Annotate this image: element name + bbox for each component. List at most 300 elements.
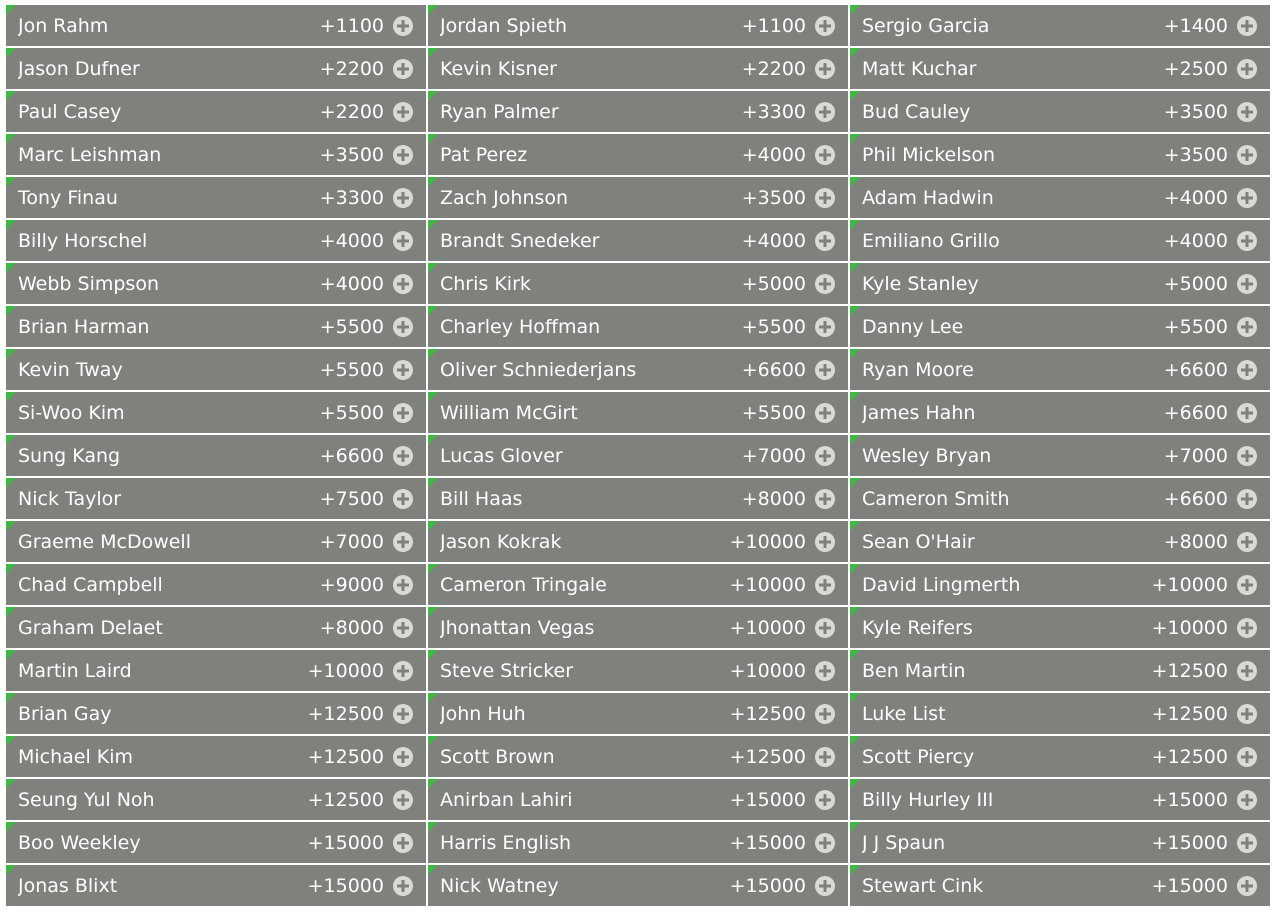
green-corner-marker xyxy=(6,306,16,316)
green-corner-marker xyxy=(428,650,438,660)
plus-circle-icon[interactable] xyxy=(392,230,414,252)
player-name: Kevin Kisner xyxy=(440,57,557,80)
player-name: Ben Martin xyxy=(862,659,966,682)
player-name: Seung Yul Noh xyxy=(18,788,155,811)
player-name: Oliver Schniederjans xyxy=(440,358,637,381)
green-corner-marker xyxy=(6,435,16,445)
plus-circle-icon[interactable] xyxy=(392,144,414,166)
player-name: Chris Kirk xyxy=(440,272,531,295)
player-name: Cameron Tringale xyxy=(440,573,607,596)
green-corner-marker xyxy=(850,865,860,875)
selection-button[interactable] xyxy=(6,91,426,132)
player-name: Kevin Tway xyxy=(18,358,123,381)
selection-button[interactable] xyxy=(428,134,848,175)
selection-button[interactable] xyxy=(850,779,1270,820)
player-name: Lucas Glover xyxy=(440,444,563,467)
selection-button[interactable] xyxy=(428,435,848,476)
player-name: Wesley Bryan xyxy=(862,444,992,467)
odds-value: +15000 xyxy=(1151,831,1228,854)
plus-circle-icon[interactable] xyxy=(1236,703,1258,725)
selection-button[interactable] xyxy=(428,521,848,562)
player-name: Jon Rahm xyxy=(18,14,109,37)
player-name: Pat Perez xyxy=(440,143,528,166)
odds-value: +15000 xyxy=(307,831,384,854)
selection-button[interactable] xyxy=(428,220,848,261)
player-name: John Huh xyxy=(440,702,526,725)
plus-circle-icon[interactable] xyxy=(1236,402,1258,424)
player-name: Charley Hoffman xyxy=(440,315,601,338)
odds-value: +15000 xyxy=(729,831,806,854)
plus-circle-icon[interactable] xyxy=(1236,789,1258,811)
green-corner-marker xyxy=(428,478,438,488)
odds-value: +1100 xyxy=(319,14,384,37)
plus-circle-icon[interactable] xyxy=(392,187,414,209)
green-corner-marker xyxy=(428,736,438,746)
plus-circle-icon[interactable] xyxy=(814,230,836,252)
selection-button[interactable] xyxy=(6,478,426,519)
green-corner-marker xyxy=(850,5,860,15)
odds-value: +8000 xyxy=(741,487,806,510)
selection-button[interactable] xyxy=(6,435,426,476)
plus-circle-icon[interactable] xyxy=(814,316,836,338)
player-name: Billy Horschel xyxy=(18,229,148,252)
plus-circle-icon[interactable] xyxy=(1236,230,1258,252)
plus-circle-icon[interactable] xyxy=(1236,445,1258,467)
plus-circle-icon[interactable] xyxy=(814,144,836,166)
green-corner-marker xyxy=(6,220,16,230)
player-name: J J Spaun xyxy=(862,831,946,854)
odds-value: +8000 xyxy=(319,616,384,639)
green-corner-marker xyxy=(428,263,438,273)
plus-circle-icon[interactable] xyxy=(1236,273,1258,295)
player-name: Phil Mickelson xyxy=(862,143,996,166)
odds-value: +7000 xyxy=(741,444,806,467)
green-corner-marker xyxy=(850,650,860,660)
selection-button[interactable] xyxy=(850,220,1270,261)
odds-value: +15000 xyxy=(1151,874,1228,897)
selection-button[interactable] xyxy=(6,779,426,820)
plus-circle-icon[interactable] xyxy=(1236,359,1258,381)
player-name: Michael Kim xyxy=(18,745,134,768)
odds-value: +5500 xyxy=(319,401,384,424)
green-corner-marker xyxy=(850,349,860,359)
odds-value: +12500 xyxy=(729,702,806,725)
selection-button[interactable] xyxy=(428,263,848,304)
odds-value: +2200 xyxy=(741,57,806,80)
selection-button[interactable] xyxy=(428,650,848,691)
selection-button[interactable] xyxy=(850,349,1270,390)
odds-value: +15000 xyxy=(1151,788,1228,811)
selection-button[interactable] xyxy=(6,564,426,605)
plus-circle-icon[interactable] xyxy=(1236,875,1258,897)
plus-circle-icon[interactable] xyxy=(814,402,836,424)
green-corner-marker xyxy=(6,564,16,574)
green-corner-marker xyxy=(428,865,438,875)
green-corner-marker xyxy=(6,177,16,187)
green-corner-marker xyxy=(428,779,438,789)
plus-circle-icon[interactable] xyxy=(392,617,414,639)
odds-value: +3300 xyxy=(319,186,384,209)
selection-button[interactable] xyxy=(6,865,426,906)
player-name: Sean O'Hair xyxy=(862,530,975,553)
selection-button[interactable] xyxy=(428,91,848,132)
green-corner-marker xyxy=(850,177,860,187)
odds-value: +10000 xyxy=(1151,616,1228,639)
odds-value: +12500 xyxy=(307,702,384,725)
plus-circle-icon[interactable] xyxy=(1236,531,1258,553)
green-corner-marker xyxy=(6,263,16,273)
plus-circle-icon[interactable] xyxy=(392,359,414,381)
selection-button[interactable] xyxy=(850,478,1270,519)
selection-button[interactable] xyxy=(428,306,848,347)
player-name: Steve Stricker xyxy=(440,659,574,682)
selection-button[interactable] xyxy=(6,134,426,175)
green-corner-marker xyxy=(850,48,860,58)
odds-value: +5500 xyxy=(741,401,806,424)
selection-button[interactable] xyxy=(850,435,1270,476)
plus-circle-icon[interactable] xyxy=(1236,574,1258,596)
odds-value: +10000 xyxy=(729,573,806,596)
selection-button[interactable] xyxy=(428,564,848,605)
selection-button[interactable] xyxy=(850,564,1270,605)
player-name: Nick Taylor xyxy=(18,487,122,510)
selection-button[interactable] xyxy=(6,521,426,562)
player-name: Martin Laird xyxy=(18,659,132,682)
selection-button[interactable] xyxy=(428,349,848,390)
selection-button[interactable] xyxy=(6,650,426,691)
player-name: Scott Brown xyxy=(440,745,555,768)
odds-value: +5500 xyxy=(1163,315,1228,338)
selection-button[interactable] xyxy=(6,607,426,648)
plus-circle-icon[interactable] xyxy=(392,574,414,596)
selection-button[interactable] xyxy=(850,91,1270,132)
plus-circle-icon[interactable] xyxy=(1236,15,1258,37)
player-name: Ryan Palmer xyxy=(440,100,559,123)
plus-circle-icon[interactable] xyxy=(392,703,414,725)
plus-circle-icon[interactable] xyxy=(392,789,414,811)
selection-button[interactable] xyxy=(6,392,426,433)
selection-button[interactable] xyxy=(850,650,1270,691)
green-corner-marker xyxy=(428,392,438,402)
plus-circle-icon[interactable] xyxy=(814,703,836,725)
odds-value: +5500 xyxy=(741,315,806,338)
plus-circle-icon[interactable] xyxy=(392,445,414,467)
selection-button[interactable] xyxy=(850,607,1270,648)
selection-button[interactable] xyxy=(6,349,426,390)
plus-circle-icon[interactable] xyxy=(392,746,414,768)
green-corner-marker xyxy=(850,435,860,445)
odds-value: +5000 xyxy=(741,272,806,295)
player-name: Chad Campbell xyxy=(18,573,163,596)
green-corner-marker xyxy=(850,478,860,488)
odds-value: +12500 xyxy=(1151,702,1228,725)
selection-button[interactable] xyxy=(428,177,848,218)
player-name: Si-Woo Kim xyxy=(18,401,125,424)
green-corner-marker xyxy=(850,220,860,230)
odds-value: +12500 xyxy=(729,745,806,768)
plus-circle-icon[interactable] xyxy=(814,359,836,381)
green-corner-marker xyxy=(6,134,16,144)
green-corner-marker xyxy=(6,478,16,488)
selection-button[interactable] xyxy=(6,177,426,218)
green-corner-marker xyxy=(850,779,860,789)
odds-value: +5000 xyxy=(1163,272,1228,295)
plus-circle-icon[interactable] xyxy=(1236,58,1258,80)
green-corner-marker xyxy=(6,48,16,58)
selection-button[interactable] xyxy=(6,220,426,261)
selection-button[interactable] xyxy=(428,607,848,648)
green-corner-marker xyxy=(850,564,860,574)
plus-circle-icon[interactable] xyxy=(814,832,836,854)
player-name: Zach Johnson xyxy=(440,186,569,209)
plus-circle-icon[interactable] xyxy=(1236,187,1258,209)
plus-circle-icon[interactable] xyxy=(392,875,414,897)
plus-circle-icon[interactable] xyxy=(1236,488,1258,510)
plus-circle-icon[interactable] xyxy=(1236,660,1258,682)
selection-button[interactable] xyxy=(6,263,426,304)
player-name: Graeme McDowell xyxy=(18,530,191,553)
player-name: Graham Delaet xyxy=(18,616,163,639)
player-name: Jonas Blixt xyxy=(18,874,118,897)
odds-grid xyxy=(6,5,1272,906)
selection-button[interactable] xyxy=(6,822,426,863)
odds-value: +6600 xyxy=(1163,487,1228,510)
selection-button[interactable] xyxy=(850,392,1270,433)
selection-button[interactable] xyxy=(850,306,1270,347)
player-name: Tony Finau xyxy=(18,186,118,209)
selection-button[interactable] xyxy=(6,736,426,777)
selection-button[interactable] xyxy=(850,693,1270,734)
selection-button[interactable] xyxy=(850,865,1270,906)
selection-button[interactable] xyxy=(850,263,1270,304)
player-name: Jordan Spieth xyxy=(440,14,568,37)
plus-circle-icon[interactable] xyxy=(814,58,836,80)
plus-circle-icon[interactable] xyxy=(814,273,836,295)
selection-button[interactable] xyxy=(428,48,848,89)
selection-button[interactable] xyxy=(850,134,1270,175)
odds-value: +12500 xyxy=(1151,745,1228,768)
green-corner-marker xyxy=(6,521,16,531)
green-corner-marker xyxy=(6,865,16,875)
odds-value: +5500 xyxy=(319,358,384,381)
plus-circle-icon[interactable] xyxy=(814,617,836,639)
plus-circle-icon[interactable] xyxy=(392,531,414,553)
green-corner-marker xyxy=(428,134,438,144)
odds-value: +6600 xyxy=(1163,401,1228,424)
odds-value: +15000 xyxy=(307,874,384,897)
green-corner-marker xyxy=(428,435,438,445)
selection-button[interactable] xyxy=(428,736,848,777)
odds-value: +10000 xyxy=(729,530,806,553)
odds-value: +15000 xyxy=(729,874,806,897)
odds-value: +10000 xyxy=(729,616,806,639)
player-name: Paul Casey xyxy=(18,100,122,123)
green-corner-marker xyxy=(6,822,16,832)
player-name: Jason Kokrak xyxy=(440,530,562,553)
plus-circle-icon[interactable] xyxy=(392,58,414,80)
green-corner-marker xyxy=(6,91,16,101)
plus-circle-icon[interactable] xyxy=(1236,617,1258,639)
plus-circle-icon[interactable] xyxy=(1236,832,1258,854)
plus-circle-icon[interactable] xyxy=(392,402,414,424)
green-corner-marker xyxy=(428,607,438,617)
player-name: Cameron Smith xyxy=(862,487,1010,510)
player-name: Matt Kuchar xyxy=(862,57,977,80)
plus-circle-icon[interactable] xyxy=(814,488,836,510)
player-name: Bill Haas xyxy=(440,487,523,510)
plus-circle-icon[interactable] xyxy=(392,488,414,510)
green-corner-marker xyxy=(6,779,16,789)
selection-button[interactable] xyxy=(428,693,848,734)
plus-circle-icon[interactable] xyxy=(814,101,836,123)
plus-circle-icon[interactable] xyxy=(392,660,414,682)
selection-button[interactable] xyxy=(850,48,1270,89)
odds-value: +6600 xyxy=(319,444,384,467)
selection-button[interactable] xyxy=(428,392,848,433)
selection-button[interactable] xyxy=(428,5,848,46)
odds-value: +10000 xyxy=(729,659,806,682)
odds-value: +2200 xyxy=(319,100,384,123)
selection-button[interactable] xyxy=(850,822,1270,863)
odds-value: +12500 xyxy=(1151,659,1228,682)
selection-button[interactable] xyxy=(428,478,848,519)
odds-value: +15000 xyxy=(729,788,806,811)
odds-value: +9000 xyxy=(319,573,384,596)
green-corner-marker xyxy=(428,564,438,574)
selection-button[interactable] xyxy=(6,5,426,46)
player-name: Sergio Garcia xyxy=(862,14,990,37)
plus-circle-icon[interactable] xyxy=(392,832,414,854)
odds-value: +4000 xyxy=(319,272,384,295)
player-name: Bud Cauley xyxy=(862,100,971,123)
player-name: Scott Piercy xyxy=(862,745,975,768)
player-name: Boo Weekley xyxy=(18,831,141,854)
player-name: Danny Lee xyxy=(862,315,964,338)
player-name: Jhonattan Vegas xyxy=(440,616,595,639)
player-name: Webb Simpson xyxy=(18,272,159,295)
green-corner-marker xyxy=(850,521,860,531)
odds-value: +4000 xyxy=(741,229,806,252)
green-corner-marker xyxy=(850,306,860,316)
green-corner-marker xyxy=(6,736,16,746)
green-corner-marker xyxy=(428,306,438,316)
player-name: Anirban Lahiri xyxy=(440,788,573,811)
plus-circle-icon[interactable] xyxy=(392,316,414,338)
green-corner-marker xyxy=(850,263,860,273)
plus-circle-icon[interactable] xyxy=(814,15,836,37)
player-name: Stewart Cink xyxy=(862,874,984,897)
odds-value: +4000 xyxy=(1163,229,1228,252)
plus-circle-icon[interactable] xyxy=(392,273,414,295)
player-name: Kyle Reifers xyxy=(862,616,973,639)
green-corner-marker xyxy=(850,736,860,746)
selection-button[interactable] xyxy=(6,693,426,734)
green-corner-marker xyxy=(850,693,860,703)
player-name: William McGirt xyxy=(440,401,578,424)
green-corner-marker xyxy=(428,349,438,359)
green-corner-marker xyxy=(850,822,860,832)
plus-circle-icon[interactable] xyxy=(1236,101,1258,123)
odds-value: +1400 xyxy=(1163,14,1228,37)
plus-circle-icon[interactable] xyxy=(1236,316,1258,338)
player-name: Luke List xyxy=(862,702,946,725)
odds-value: +1100 xyxy=(741,14,806,37)
green-corner-marker xyxy=(850,607,860,617)
player-name: Emiliano Grillo xyxy=(862,229,1000,252)
plus-circle-icon[interactable] xyxy=(814,789,836,811)
player-name: Marc Leishman xyxy=(18,143,162,166)
player-name: Nick Watney xyxy=(440,874,559,897)
player-name: Adam Hadwin xyxy=(862,186,994,209)
plus-circle-icon[interactable] xyxy=(814,187,836,209)
selection-button[interactable] xyxy=(428,779,848,820)
odds-value: +3500 xyxy=(319,143,384,166)
odds-value: +10000 xyxy=(307,659,384,682)
plus-circle-icon[interactable] xyxy=(1236,746,1258,768)
plus-circle-icon[interactable] xyxy=(814,531,836,553)
player-name: Brian Gay xyxy=(18,702,112,725)
green-corner-marker xyxy=(6,392,16,402)
plus-circle-icon[interactable] xyxy=(392,15,414,37)
odds-value: +12500 xyxy=(307,745,384,768)
player-name: Harris English xyxy=(440,831,572,854)
plus-circle-icon[interactable] xyxy=(392,101,414,123)
green-corner-marker xyxy=(6,5,16,15)
selection-button[interactable] xyxy=(6,48,426,89)
odds-value: +10000 xyxy=(1151,573,1228,596)
plus-circle-icon[interactable] xyxy=(814,746,836,768)
odds-value: +12500 xyxy=(307,788,384,811)
selection-button[interactable] xyxy=(6,306,426,347)
green-corner-marker xyxy=(428,521,438,531)
odds-value: +4000 xyxy=(1163,186,1228,209)
plus-circle-icon[interactable] xyxy=(814,875,836,897)
plus-circle-icon[interactable] xyxy=(814,574,836,596)
green-corner-marker xyxy=(428,91,438,101)
green-corner-marker xyxy=(6,693,16,703)
green-corner-marker xyxy=(428,5,438,15)
odds-value: +2200 xyxy=(319,57,384,80)
odds-value: +8000 xyxy=(1163,530,1228,553)
plus-circle-icon[interactable] xyxy=(814,445,836,467)
player-name: Ryan Moore xyxy=(862,358,974,381)
player-name: Billy Hurley III xyxy=(862,788,994,811)
odds-value: +2500 xyxy=(1163,57,1228,80)
plus-circle-icon[interactable] xyxy=(1236,144,1258,166)
selection-button[interactable] xyxy=(428,865,848,906)
odds-value: +5500 xyxy=(319,315,384,338)
odds-value: +6600 xyxy=(741,358,806,381)
player-name: Kyle Stanley xyxy=(862,272,979,295)
green-corner-marker xyxy=(428,48,438,58)
selection-button[interactable] xyxy=(428,822,848,863)
odds-value: +3500 xyxy=(1163,143,1228,166)
player-name: Brian Harman xyxy=(18,315,150,338)
player-name: Sung Kang xyxy=(18,444,121,467)
selection-button[interactable] xyxy=(850,521,1270,562)
green-corner-marker xyxy=(6,607,16,617)
odds-value: +7000 xyxy=(1163,444,1228,467)
selection-button[interactable] xyxy=(850,5,1270,46)
plus-circle-icon[interactable] xyxy=(814,660,836,682)
green-corner-marker xyxy=(850,91,860,101)
player-name: David Lingmerth xyxy=(862,573,1021,596)
green-corner-marker xyxy=(428,177,438,187)
selection-button[interactable] xyxy=(850,736,1270,777)
green-corner-marker xyxy=(6,349,16,359)
selection-button[interactable] xyxy=(850,177,1270,218)
green-corner-marker xyxy=(6,650,16,660)
